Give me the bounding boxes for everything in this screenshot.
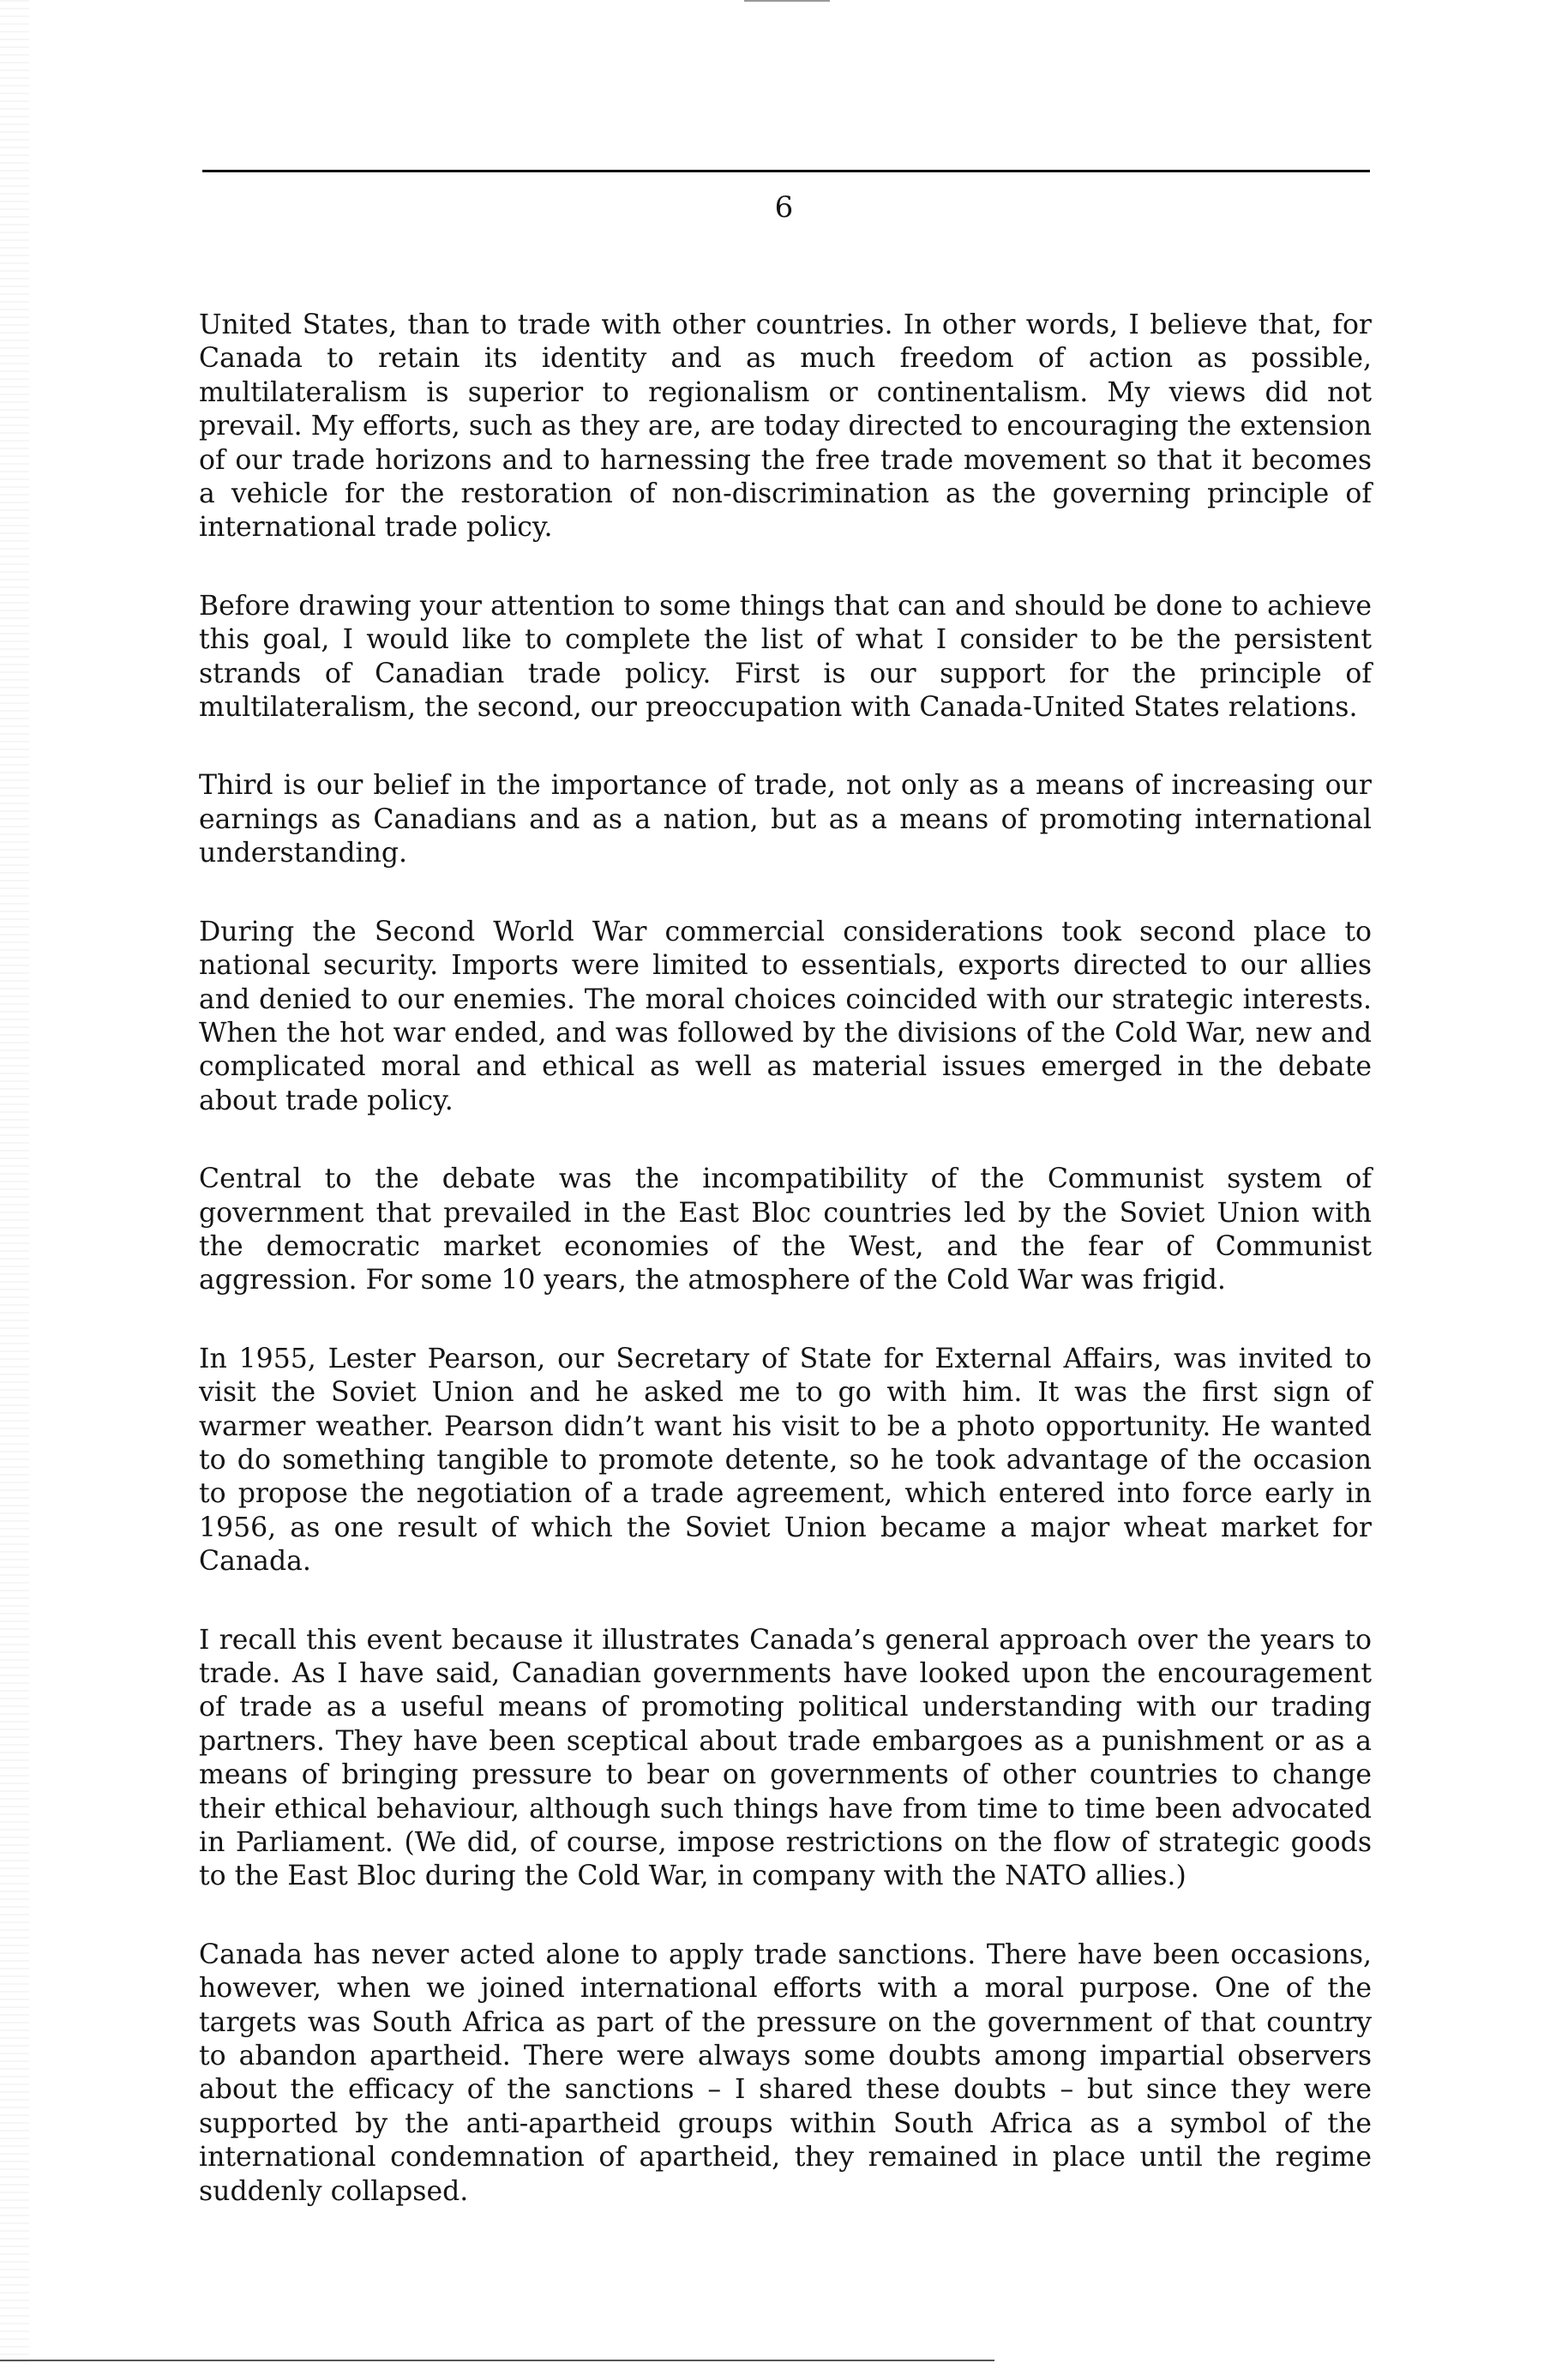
scan-edge-artifact — [0, 0, 29, 2369]
paragraph-4: During the Second World War commercial considerations took second place to national security. Imports were limited to essentials, exports directed to our allies and denied to our enemies. The moral choices coincided with our strategic interests. When the hot war ended, and was followed by the divisions of the Cold War, new and complicated moral and ethical as well as material issues emerged in the debate about trade policy. — [199, 916, 1372, 1116]
header-rule — [202, 170, 1370, 172]
page-number: 6 — [774, 190, 794, 225]
body-text — [199, 309, 1372, 2253]
scan-top-mark — [744, 0, 830, 2]
paragraph-5: Central to the debate was the incompatibility of the Communist system of government that prevailed in the East Bloc countries led by the Soviet Union with the democratic market economies of the West, and the fear of Communist aggression. For some 10 years, the atmosphere of the Cold War was frigid. — [199, 1163, 1372, 1296]
footer-rule — [0, 2360, 994, 2361]
paragraph-7: I recall this event because it illustrates Canada’s general approach over the years to trade. As I have said, Canadian governments have looked upon the encouragement of trade as a useful means of promoting political understanding with our trading partners. They have been sceptical about trade embargoes as a punishment or as a means of bringing pressure to bear on governments of other countries to change their ethical behaviour, although such things have from time to time been advocated in Parliament. (We did, of course, impose restrictions on the flow of strategic goods to the East Bloc during the Cold War, in company with the NATO allies.) — [199, 1624, 1372, 1892]
paragraph-3: Third is our belief in the importance of trade, not only as a means of increasing our earnings as Canadians and as a nation, but as a means of promoting international understanding. — [199, 770, 1372, 869]
paragraph-8: Canada has never acted alone to apply trade sanctions. There have been occasions, however, when we joined international efforts with a moral purpose. One of the targets was South Africa as part of the pressure on the government of that country to abandon apartheid. There were always some doubts among impartial observers about the efficacy of the sanctions – I shared these doubts – but since they were supported by the anti-apartheid groups within South Africa as a symbol of the international condemnation of apartheid, they remained in place until the regime suddenly collapsed. — [199, 1939, 1372, 2207]
paragraph-2: Before drawing your attention to some things that can and should be done to achieve this goal, I would like to complete the list of what I consider to be the persistent strands of Canadian trade policy. First is our support for the principle of multilateralism, the second, our preoccupation with Canada-United States relations. — [199, 590, 1372, 724]
paragraph-1: United States, than to trade with other countries. In other words, I believe that, for Canada to retain its identity and as much freedom of action as possible, multilateralism is superior to regionalism or continentalism. My views did not prevail. My efforts, such as they are, are today directed to encouraging the extension of our trade horizons and to harnessing the free trade movement so that it becomes a vehicle for the restoration of non-discrimination as the governing principle of international trade policy. — [199, 310, 1372, 544]
paragraph-6: In 1955, Lester Pearson, our Secretary of State for External Affairs, was invited to visit the Soviet Union and he asked me to go with him. It was the first sign of warmer weather. Pearson didn’t want his visit to be a photo opportunity. He wanted to do something tangible to promote detente, so he took advantage of the occasion to propose the negotiation of a trade agreement, which entered into force early in 1956, as one result of which the Soviet Union became a major wheat market for Canada. — [199, 1343, 1372, 1578]
